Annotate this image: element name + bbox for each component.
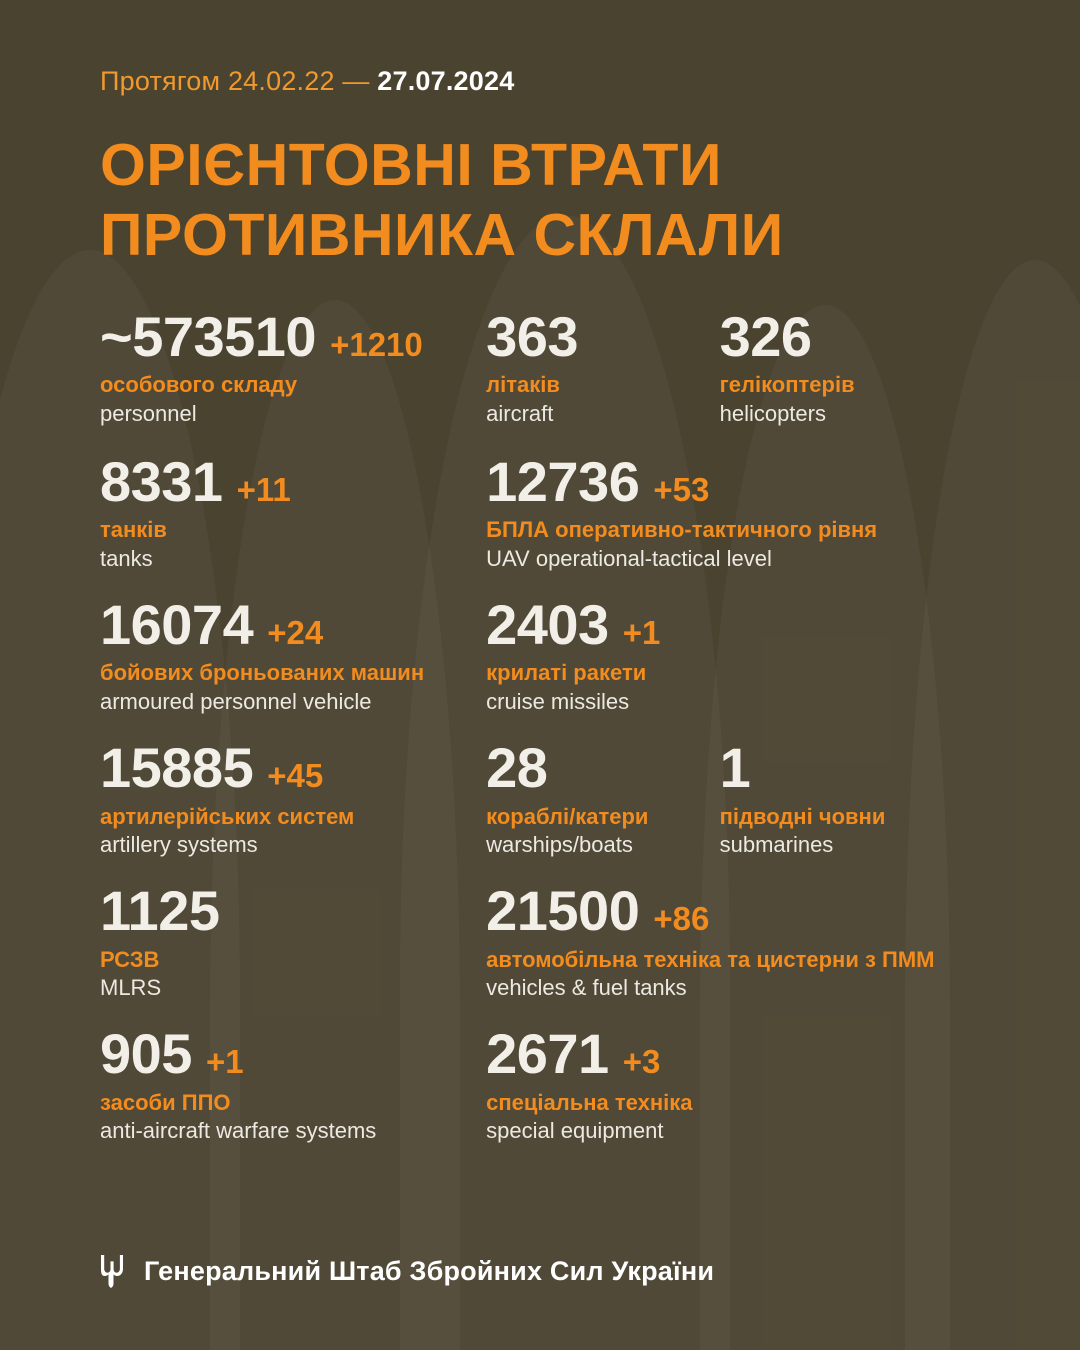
stat-value: 905 (100, 1022, 192, 1086)
period-line (100, 0, 980, 97)
stat-label-en: aircraft (486, 400, 554, 426)
stat-label-ua: гелікоптерів (719, 372, 855, 398)
stat-value-line (100, 305, 486, 369)
stat-label-en: cruise missiles (486, 688, 630, 714)
stat-value: 21500 (486, 879, 640, 943)
stat-label-en: artillery systems (100, 831, 258, 857)
stat-value-line (486, 305, 719, 369)
period-end-date: 27.07.2024 (377, 66, 515, 96)
stat-label-en: personnel (100, 400, 197, 426)
stat-vehicles-fuel-tanks (486, 879, 980, 1001)
stat-delta: +3 (622, 1043, 661, 1081)
stat-row (100, 1022, 980, 1144)
stat-value-line (486, 450, 980, 514)
stat-uav (486, 450, 980, 572)
stat-aircraft (486, 305, 719, 427)
stat-label-ua: танків (100, 517, 167, 543)
stat-delta: +24 (267, 614, 324, 652)
stat-value-line (486, 736, 719, 800)
stat-label-en: submarines (719, 831, 834, 857)
losses-grid (100, 305, 980, 1144)
stat-delta: +1210 (330, 326, 423, 364)
stat-delta: +45 (267, 757, 324, 795)
stat-row (100, 736, 980, 858)
stat-label-ua: спеціальна техніка (486, 1089, 693, 1115)
stat-value: 363 (486, 305, 579, 369)
stat-value-line (719, 736, 980, 800)
stat-row (100, 593, 980, 715)
stat-value: 2403 (486, 593, 609, 657)
page-title-line-1: ОРІЄНТОВНІ ВТРАТИ (100, 132, 722, 198)
stat-value: 8331 (100, 450, 223, 514)
stat-label-en: warships/boats (486, 831, 633, 857)
stat-delta: +1 (205, 1043, 244, 1081)
stat-value-line (486, 1022, 980, 1086)
stat-label-ua: крилаті ракети (486, 660, 647, 686)
stat-special-equipment (486, 1022, 980, 1144)
stat-label-en: vehicles & fuel tanks (486, 974, 687, 1000)
stat-label-en: MLRS (100, 974, 162, 1000)
stat-value-line (100, 1022, 486, 1086)
stat-label-ua: кораблі/катери (486, 803, 649, 829)
stat-label-ua: особового складу (100, 372, 298, 398)
stat-personnel (100, 305, 486, 427)
stat-label-en: tanks (100, 545, 153, 571)
footer (100, 1254, 714, 1288)
stat-value: 1 (719, 736, 751, 800)
page-title (100, 131, 980, 270)
stat-row (100, 879, 980, 1001)
stat-value-line (100, 450, 486, 514)
stat-value: 12736 (486, 450, 640, 514)
stat-delta: +53 (653, 471, 710, 509)
stat-anti-aircraft (100, 1022, 486, 1144)
stat-value: 326 (719, 305, 812, 369)
stat-value-line (486, 593, 980, 657)
period-prefix: Протягом 24.02.22 — (100, 66, 370, 96)
stat-value: 16074 (100, 593, 254, 657)
stat-label-en: helicopters (719, 400, 826, 426)
stat-label-ua: підводні човни (719, 803, 886, 829)
stat-mlrs (100, 879, 486, 1001)
stat-label-ua: бойових броньованих машин (100, 660, 425, 686)
stat-row (100, 305, 980, 427)
stat-label-ua: БПЛА оперативно-тактичного рівня (486, 517, 878, 543)
stat-warships (486, 736, 719, 858)
stat-label-en: special equipment (486, 1117, 664, 1143)
trident-icon (100, 1254, 126, 1288)
stat-label-en: armoured personnel vehicle (100, 688, 372, 714)
stat-row (100, 450, 980, 572)
stat-label-ua: автомобільна техніка та цистерни з ПММ (486, 946, 935, 972)
stat-value-line (100, 593, 486, 657)
stat-label-ua: артилерійських систем (100, 803, 355, 829)
stat-artillery-systems (100, 736, 486, 858)
stat-delta: +11 (236, 471, 291, 509)
stat-helicopters (719, 305, 980, 427)
stat-tanks (100, 450, 486, 572)
stat-value-line (100, 736, 486, 800)
stat-value: 2671 (486, 1022, 609, 1086)
stat-armoured-vehicles (100, 593, 486, 715)
stat-value-line (486, 879, 980, 943)
stat-label-ua: РСЗВ (100, 946, 160, 972)
stat-cruise-missiles (486, 593, 980, 715)
page-title-line-2: ПРОТИВНИКА СКЛАЛИ (100, 201, 784, 268)
stat-delta: +1 (622, 614, 661, 652)
stat-value-line (719, 305, 980, 369)
stat-value: 28 (486, 736, 548, 800)
stat-label-ua: літаків (486, 372, 560, 398)
stat-value-line (100, 879, 486, 943)
stat-label-en: UAV operational-tactical level (486, 545, 772, 571)
stat-delta: +86 (653, 900, 710, 938)
stat-value: ~573510 (100, 305, 317, 369)
stat-label-ua: засоби ППО (100, 1089, 231, 1115)
stat-value: 1125 (100, 879, 220, 943)
stat-value: 15885 (100, 736, 254, 800)
stat-submarines (719, 736, 980, 858)
footer-text: Генеральний Штаб Збройних Сил України (144, 1255, 715, 1286)
stat-label-en: anti-aircraft warfare systems (100, 1117, 377, 1143)
